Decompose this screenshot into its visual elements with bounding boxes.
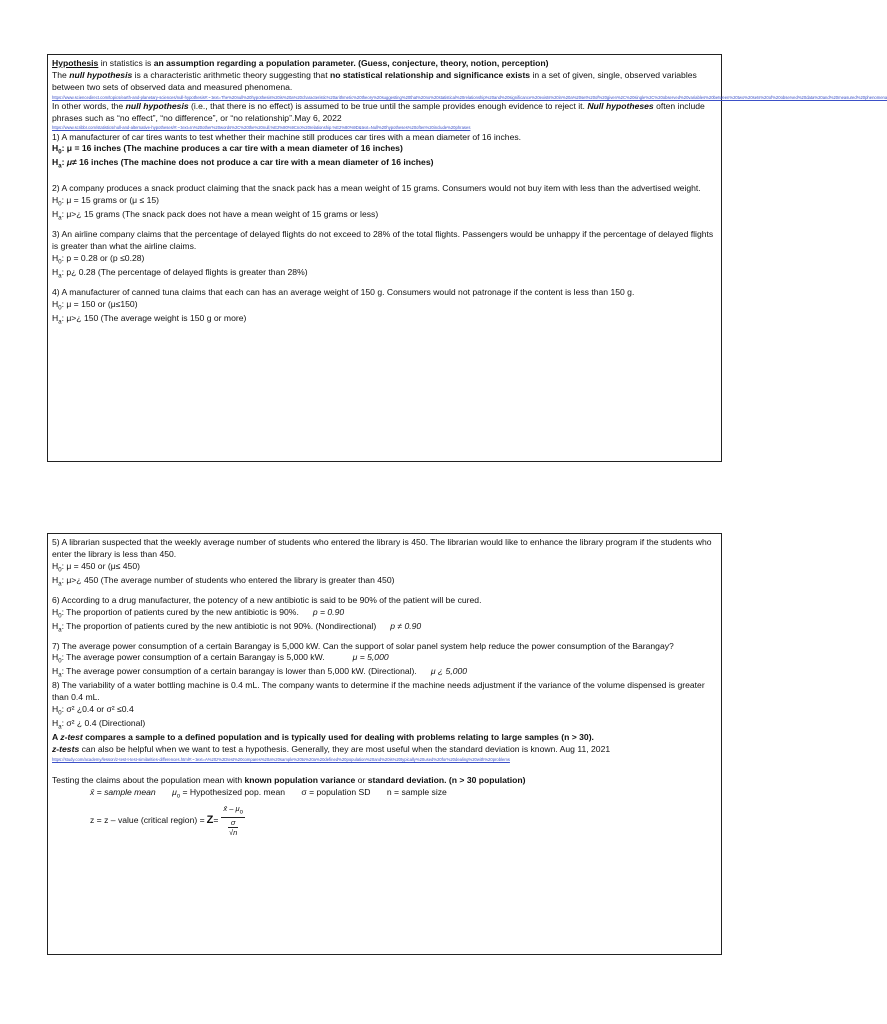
q8-alternative-hypothesis: $H_a$: σ² ¿ 0.4 (Directional) — [52, 718, 146, 731]
q6-alternative-hypothesis: $H_a$: The proportion of patients cured by the new antibiotic is not 90%. (Nondirectional) p ≠ 0.90 — [52, 620, 422, 634]
source-link-scribbr[interactable]: https://www.scribbr.com/statistics/null-and-alternative-hypotheses/#:~:text=In%20other%20words%2C%20the%20null,%E2%80%9Cno%20relationship.%E2%80%9D&text=Null%20hypotheses%20often%20include%20phrases — [52, 125, 471, 131]
source-link-sciencedirect[interactable]: https://www.sciencedirect.com/topics/earth-and-planetary-sciences/null-hypothesis#:~:text=The%20null%20hypothesis%20is%20a%20characteristic%20arithmetic%20theory%20suggesting%20that%20no%20statistical%20relationship%20and%20significance%20exists%20in%20a%20set%20of%20given%2C%20single%2C%20observed%20variables%20between%20two%20sets%20of%20observed%20data%20and%20measured%20phenomena — [52, 94, 887, 100]
symbol-definitions: x̄ = sample mean $\mu_o$ = Hypothesized pop. mean σ = population SD n = sample size — [90, 786, 447, 800]
source-link-study[interactable]: https://study.com/academy/lesson/z-test-t-test-similarities-differences.html#:~:text=A%20z%2Dtest%20compares%20a%20sample%20to%20a%20defined%20population%20and%20is%20typically%20used%20for%20dealing%20with%20problems — [52, 756, 510, 762]
question-1: 1) A manufacturer of car tires wants to test whether their machine still produces car tires with a mean diameter of 16 inches. — [52, 131, 522, 142]
z-test-definition: A z-test compares a sample to a defined population and is typically used for dealing with problems relating to large samples (n > 30). — [52, 732, 594, 743]
z-test-usage: z-tests can also be helpful when we want to test a hypothesis. Generally, they are most useful when the standard deviation is known. Aug 11, 2021 — [52, 743, 611, 754]
q4-alternative-hypothesis: $H_a$: μ>¿ 150 (The average weight is 150 g or more) — [52, 312, 247, 326]
q5-null-hypothesis: $H_0$: μ = 450 or (μ≤ 450) — [52, 560, 140, 574]
z-fraction: x̄ – $\mu_o$ σ √n — [223, 803, 243, 838]
null-hypothesis-explanation: In other words, the null hypothesis (i.e., that there is no effect) is assumed to be true until the sample provides enough evidence to reject it. Null hypotheses often include phrases such as “no effect”, “no difference”, or “no relationship”.May 6, 2022 — [52, 100, 705, 123]
q2-null-hypothesis: $H_0$: μ = 15 grams or (μ ≤ 15) — [52, 195, 160, 208]
question-2: 2) A company produces a snack product claiming that the snack pack has a mean weight of 15 grams. Consumers would not buy item with less than the advertised weight. — [52, 183, 701, 194]
q8-null-hypothesis: $H_0$: σ² ¿0.4 or σ² ≤0.4 — [52, 704, 134, 717]
q1-alternative-hypothesis: $H_a$: μ≠ 16 inches (The machine does not produce a car tire with a mean diameter of 16 inches) — [52, 157, 434, 171]
q7-alternative-hypothesis: $H_a$: The average power consumption of a certain barangay is lower than 5,000 kW. (Directional). μ ¿ 5,000 — [52, 666, 468, 680]
definitions-box-1 — [47, 54, 887, 462]
hypothesis-definition: Hypothesis in statistics is an assumption regarding a population parameter. (Guess, conjecture, theory, notion, perception) — [52, 58, 549, 68]
q4-null-hypothesis: $H_0$: μ = 150 or (μ≤150) — [52, 298, 138, 312]
definitions-box-2 — [47, 533, 722, 955]
question-7: 7) The average power consumption of a certain Barangay is 5,000 kW. Can the support of solar panel system help reduce the power consumption of the Barangay? — [52, 640, 674, 651]
testing-claims-heading: Testing the claims about the population mean with known population variance or standard deviation. (n > 30 population) — [52, 774, 526, 785]
question-3: 3) An airline company claims that the percentage of delayed flights do not exceed to 28% of the total flights. Passengers would be unhappy if the percentage of delayed flights is greater than what the airline claims. — [52, 229, 714, 252]
null-hypothesis-definition: The null hypothesis is a characteristic arithmetic theory suggesting that no statistical relationship and significance exists in a set of given, single, observed variables between two sets of observed data and measured phenomena. — [52, 69, 697, 92]
q7-null-hypothesis: $H_0$: The average power consumption of a certain Barangay is 5,000 kW. μ = 5,000 — [52, 652, 389, 666]
question-4: 4) A manufacturer of canned tuna claims that each can has an average weight of 150 g. Consumers would not patronage if the content is less than 150 g. — [52, 286, 635, 297]
q3-alternative-hypothesis: $H_a$: p¿ 0.28 (The percentage of delayed flights is greater than 28%) — [52, 266, 308, 280]
q3-null-hypothesis: $H_0$: p = 0.28 or (p ≤0.28) — [52, 252, 145, 266]
z-formula: z = z – value (critical region) = Z = x̄ – $\mu_o$ σ √n — [90, 803, 243, 838]
question-6: 6) According to a drug manufacturer, the potency of a new antibiotic is said to be 90% of the patient will be cured. — [52, 594, 482, 605]
question-8: 8) The variability of a water bottling machine is 0.4 mL. The company wants to determine if the machine needs adjustment if the variance of the volume dispensed is greater than 0.4 mL. — [52, 680, 705, 703]
q5-alternative-hypothesis: $H_a$: μ>¿ 450 (The average number of students who entered the library is greater than 450) — [52, 574, 395, 588]
q2-alternative-hypothesis: $H_a$: μ>¿ 15 grams (The snack pack does not have a mean weight of 15 grams or less) — [52, 209, 379, 222]
question-5: 5) A librarian suspected that the weekly average number of students who entered the library is 450. The librarian would like to enhance the library program if the students who enter the library is less than 450. — [52, 537, 712, 559]
q6-null-hypothesis: $H_0$: The proportion of patients cured by the new antibiotic is 90%. p = 0.90 — [52, 606, 345, 620]
q1-null-hypothesis: $H_0$: μ = 16 inches (The machine produces a car tire with a mean diameter of 16 inches) — [52, 143, 403, 157]
